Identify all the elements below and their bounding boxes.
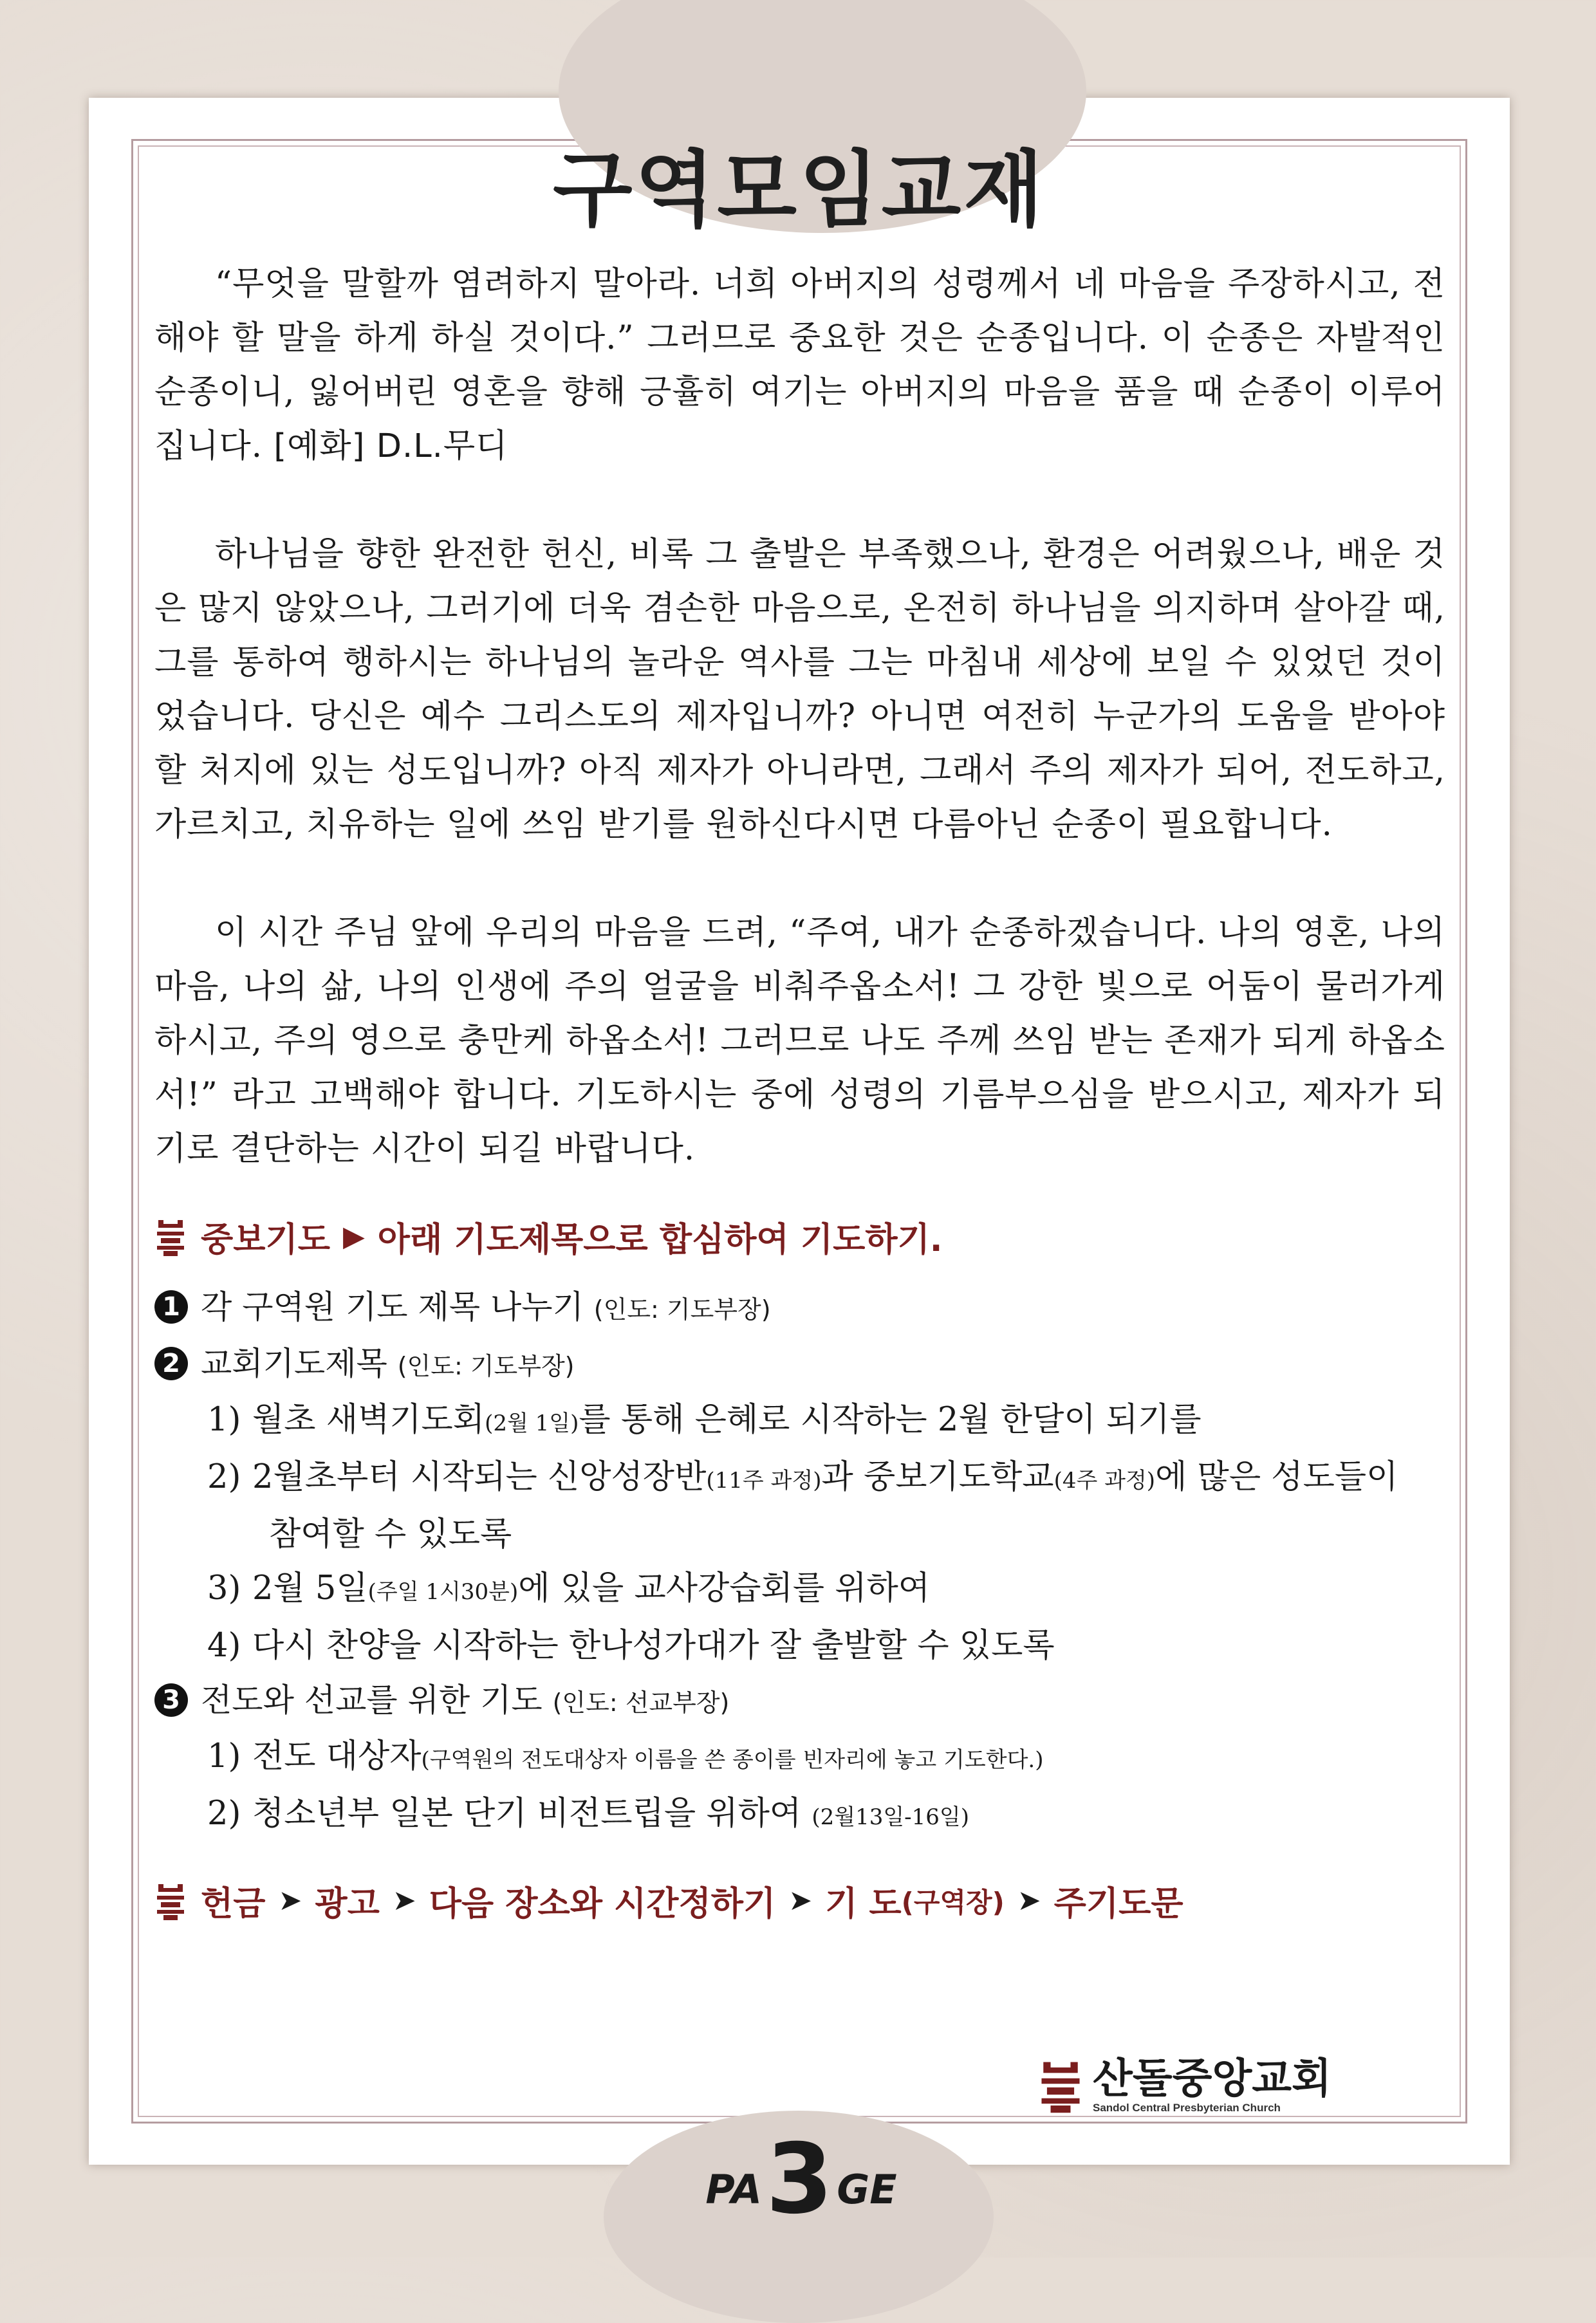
paragraph-2: 하나님을 향한 완전한 헌신, 비록 그 출발은 부족했으나, 환경은 어려웠으나, 배운 것은 많지 않았으나, 그러기에 더욱 겸손한 마음으로, 온전히 하나님을 의지하며 살아갈 때, 그를 통하여 행하시는 하나님의 놀라운 역사를 그는 마침내 세상에 보일 수 있었던 것이었습니다. 당신은 예수 그리스도의 제자입니까? 아니면 여전히 누군가의 도움을 받아야 할 처지에 있는 성도입니까? 아직 제자가 아니라면, 그래서 주의 제자가 되어, 전도하고, 가르치고, 치유하는 일에 쓰임 받기를 원하신다시면 다름아닌 순종이 필요합니다. xyxy=(154,535,1445,844)
paragraph-1-text: “무엇을 말할까 염려하지 말아라. 너희 아버지의 성령께서 네 마음을 주장하시고, 전해야 할 말을 하게 하실 것이다.” 그러므로 중요한 것은 순종입니다. 이 순종은 자발적인 순종이니, 잃어버린 영혼을 향해 긍휼히 여기는 아버지의 마음을 품을 때 순종이 이루어집니다. xyxy=(154,265,1445,465)
mission-prayer-sub-1 xyxy=(154,1730,1445,1787)
page-title: 구역모임교재 xyxy=(553,142,1046,238)
sub-number: 2) xyxy=(207,1795,241,1833)
church-name-block xyxy=(1093,2057,1332,2115)
number-badge: 2 xyxy=(154,1347,188,1380)
sub-text: 2월초부터 시작되는 신앙성장반 xyxy=(252,1458,707,1496)
sub-text: 에 많은 성도들이 xyxy=(1155,1458,1398,1496)
church-prayer-sub-3 xyxy=(154,1562,1445,1619)
mission-prayer-sub-2 xyxy=(154,1787,1445,1844)
order-announcement: 광고 xyxy=(315,1885,380,1923)
prayer-subheading: 아래 기도제목으로 합심하여 기도하기. xyxy=(377,1221,943,1259)
page-label-left: PA xyxy=(705,2166,763,2213)
sub-note: (11주 과정) xyxy=(706,1468,822,1494)
sub-number: 2) xyxy=(207,1458,241,1496)
church-name-english: Sandol Central Presbyterian Church xyxy=(1093,2102,1281,2114)
page-number xyxy=(663,2124,940,2235)
arrow-icon: ➤ xyxy=(1017,1884,1041,1917)
church-logo-icon xyxy=(154,1216,187,1257)
title-area xyxy=(89,124,1510,242)
sub-note: (2월13일-16일) xyxy=(812,1804,970,1830)
play-arrow-icon: ▶ xyxy=(342,1220,365,1253)
sub-number: 4) xyxy=(207,1627,241,1665)
sub-text: 과 중보기도학교 xyxy=(821,1458,1054,1496)
arrow-icon: ➤ xyxy=(788,1884,813,1917)
sub-text: 전도 대상자 xyxy=(252,1737,422,1775)
church-logo xyxy=(1037,2057,1332,2115)
church-name: 산돌중앙교회 xyxy=(1093,2055,1332,2103)
church-logo-icon xyxy=(154,1880,187,1921)
order-prayer-note: (구역장) xyxy=(901,1886,1005,1918)
sub-note: (2월 1일) xyxy=(485,1411,579,1436)
sub-text: 월초 새벽기도회 xyxy=(252,1401,485,1439)
item-label: 전도와 선교를 위한 기도 xyxy=(201,1681,543,1719)
church-prayer-sub-1 xyxy=(154,1393,1445,1450)
paragraph-3: 이 시간 주님 앞에 우리의 마음을 드려, “주여, 내가 순종하겠습니다. 나의 영혼, 나의 마음, 나의 삶, 나의 인생에 주의 얼굴을 비춰주옵소서! 그 강한 빛으로 어둠이 물러가게 하시고, 주의 영으로 충만케 하옵소서! 그러므로 나도 주께 쓰임 받는 존재가 되게 하옵소서!” 라고 고백해야 합니다. 기도하시는 중에 성령의 기름부으심을 받으시고, 제자가 되기로 결단하는 시간이 되길 바랍니다. xyxy=(154,914,1445,1168)
number-badge: 3 xyxy=(154,1683,188,1717)
paragraph-1 xyxy=(154,257,1445,474)
item-leader: (인도: 기도부장) xyxy=(593,1295,771,1324)
arrow-icon: ➤ xyxy=(278,1884,302,1917)
page-label-right: GE xyxy=(837,2166,897,2213)
illustration-note: [예화] D.L.무디 xyxy=(274,427,508,465)
sub-text: 청소년부 일본 단기 비전트립을 위하여 xyxy=(252,1795,802,1833)
church-logo-icon xyxy=(1037,2057,1084,2115)
order-next-meeting: 다음 장소와 시간정하기 xyxy=(429,1885,776,1923)
sub-number: 1) xyxy=(207,1401,241,1439)
sub-number: 1) xyxy=(207,1737,241,1775)
sub-note: (구역원의 전도대상자 이름을 쓴 종이를 빈자리에 놓고 기도한다.) xyxy=(421,1747,1044,1773)
prayer-item-1 xyxy=(154,1280,1445,1337)
main-content xyxy=(154,257,1445,1944)
arrow-icon: ➤ xyxy=(392,1884,416,1917)
prayer-item-3 xyxy=(154,1673,1445,1730)
church-prayer-sub-4 xyxy=(154,1619,1445,1673)
sub-note: (4주 과정) xyxy=(1053,1468,1156,1494)
sub-text: 에 있을 교사강습회를 위하여 xyxy=(518,1569,931,1607)
item-leader: (인도: 기도부장) xyxy=(397,1352,575,1380)
page-number-value: 3 xyxy=(766,2124,833,2235)
order-lords-prayer: 주기도문 xyxy=(1053,1885,1183,1923)
item-leader: (인도: 선교부장) xyxy=(552,1689,730,1717)
number-badge: 1 xyxy=(154,1290,188,1324)
order-offering: 헌금 xyxy=(201,1885,266,1923)
order-section-heading xyxy=(154,1876,1445,1925)
sub-text: 2월 5일 xyxy=(252,1569,368,1607)
prayer-heading: 중보기도 xyxy=(201,1221,330,1259)
sub-text: 를 통해 은혜로 시작하는 2월 한달이 되기를 xyxy=(579,1401,1202,1439)
sub-note: (주일 1시30분) xyxy=(367,1579,519,1605)
church-prayer-sub-2-continued: 참여할 수 있도록 xyxy=(269,1515,512,1553)
item-label: 교회기도제목 xyxy=(201,1345,387,1382)
prayer-item-2 xyxy=(154,1337,1445,1393)
sub-number: 3) xyxy=(207,1569,241,1607)
prayer-section-heading xyxy=(154,1212,1445,1261)
church-prayer-sub-2 xyxy=(154,1450,1445,1508)
order-prayer: 기 도 xyxy=(825,1885,902,1923)
item-label: 각 구역원 기도 제목 나누기 xyxy=(201,1288,584,1326)
sub-text: 다시 찬양을 시작하는 한나성가대가 잘 출발할 수 있도록 xyxy=(252,1627,1055,1665)
